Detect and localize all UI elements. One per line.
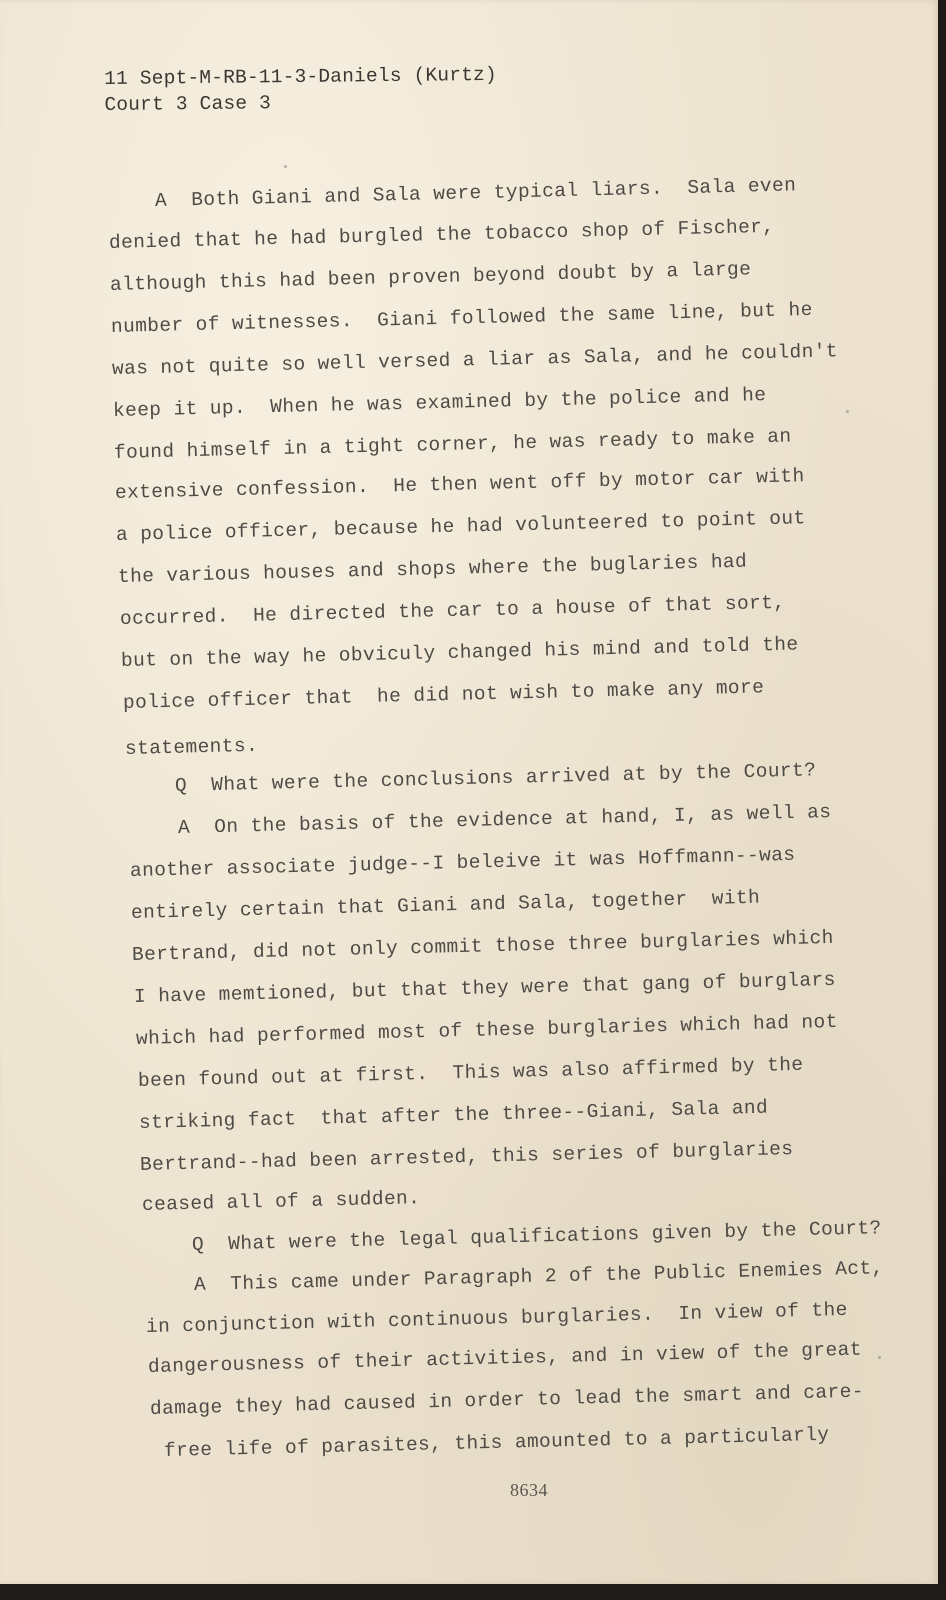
text-line: police officer that he did not wish to make any more [122,676,765,714]
text-line: the various houses and shops where the buglaries had [117,550,748,588]
text-line: dangerousness of their activities, and in view of the great [147,1338,863,1378]
text-line: ceased all of a sudden. [141,1187,421,1216]
page-number: 8634 [510,1480,548,1500]
scan-edge-right [938,0,946,1600]
text-line: striking fact that after the three--Giani, Sala and [138,1096,769,1134]
text-line: Bertrand--had been arrested, this series of burglaries [139,1138,794,1176]
text-line: been found out at first. This was also affirmed by the [137,1053,804,1092]
document-header [104,62,497,118]
text-line: in conjunction with continuous burglaries. In view of the [145,1298,848,1338]
text-line: keep it up. When he was examined by the police and he [112,384,767,422]
answer-line: A On the basis of the evidence at hand, I, as well as [177,801,832,839]
text-line: another associate judge--I beleive it was Hoffmann--was [129,843,796,882]
text-line: was not quite so well versed a liar as Sala, and he couldn't [111,340,839,380]
text-line: found himself in a tight corner, he was ready to make an [113,425,792,464]
text-line: but on the way he obviculy changed his mind and told the [120,633,799,672]
header-court-case: Court 3 Case 3 [104,92,272,116]
text-line: extensive confession. He then went off by motor car with [114,465,805,504]
text-line: damage they had caused in order to lead the smart and care- [149,1380,865,1420]
text-line: number of witnesses. Giani followed the same line, but he [110,298,813,338]
question-line: Q What were the conclusions arrived at by the Court? [174,759,817,797]
text-line: A Both Giani and Sala were typical liars. Sala even [154,174,797,212]
paper-speck [846,410,849,413]
text-line: although this had been proven beyond doubt by a large [109,258,752,296]
text-line: which had performed most of these burglaries which had not [135,1010,838,1050]
text-line: entirely certain that Giani and Sala, together with [130,886,761,924]
text-line: Bertrand, did not only commit those three burglaries which [131,926,834,966]
text-line: I have memtioned, but that they were that gang of burglars [133,968,836,1008]
text-line: occurred. He directed the car to a house of that sort, [119,591,786,630]
scan-edge-bottom [0,1584,946,1600]
paper-speck [878,1356,881,1359]
paper-speck [284,165,287,168]
header-case-reference: 11 Sept-M-RB-11-3-Daniels (Kurtz) [104,63,497,90]
text-line: statements. [124,734,259,760]
text-line: free life of parasites, this amounted to a particularly [163,1423,830,1462]
text-line: denied that he had burgled the tobacco shop of Fischer, [108,215,775,254]
question-line: Q What were the legal qualifications given by the Court? [191,1217,882,1256]
answer-line: A This came under Paragraph 2 of the Public Enemies Act, [193,1257,884,1296]
text-line: a police officer, because he had volunteered to point out [115,507,806,546]
